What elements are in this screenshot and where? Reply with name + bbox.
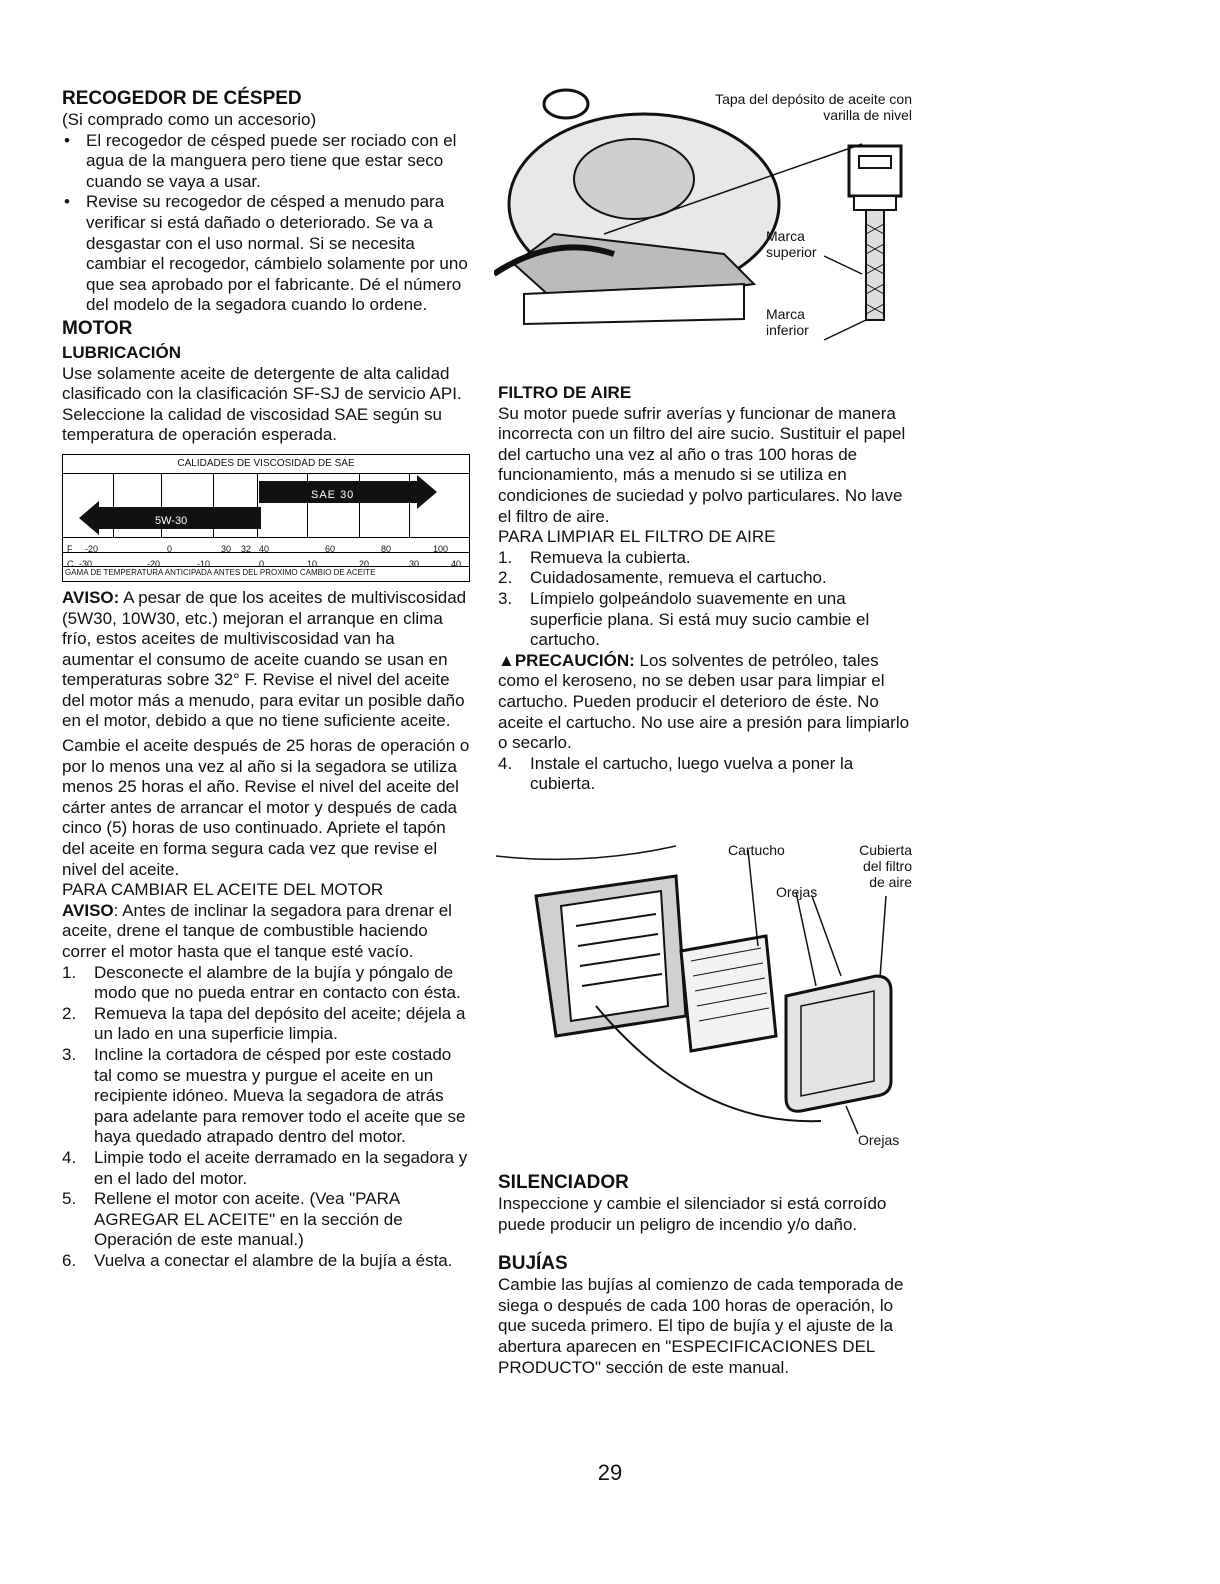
list-item: • Revise su recogedor de césped a menudo para verificar si está dañado o deteriorado. Se va a desgastar con el uso normal. Si se necesita cambiar el recogedor, cámbielo solamente por uno que sea aprobado por el fabricante. Dé el número del modelo de la segadora cuando lo ordene. xyxy=(62,192,470,316)
filtro-text: Su motor puede sufrir averías y funcionar de manera incorrecta con un filtro del aire sucio. Sustituir el papel del cartucho una vez al año o tras 100 horas de funcionamiento, más a menudo si se utiliza en condiciones de suciedad y polvo particulares. No lave el filtro de aire. xyxy=(498,403,906,526)
recogedor-bullets xyxy=(62,131,470,316)
left-column xyxy=(62,88,470,1272)
c-tick: 20 xyxy=(359,558,370,569)
c-tick: 30 xyxy=(409,558,420,569)
engine-illustration-icon xyxy=(494,84,914,350)
list-item: 3. Incline la cortadora de césped por este costado tal como se muestra y purgue el aceite en un recipiente idóneo. Mueva la segadora de atrás para adelante para remover todo el aceite que se haya quedado atrapado dentro del motor. xyxy=(62,1044,466,1147)
motor-title: MOTOR xyxy=(62,317,133,339)
bujias-text: Cambie las bujías al comienzo de cada temporada de siega o después de cada 100 horas de operación, lo que suceda primero. El tipo de bujía y el ajuste de la abertura aparecen en "ESPECIFICACIONES DEL PRODUCTO" sección de este manual. xyxy=(498,1275,904,1377)
c-tick: 40 xyxy=(451,558,462,569)
precaucion-paragraph xyxy=(498,651,910,754)
warning-triangle-icon: ▲ xyxy=(498,650,515,670)
f-tick: -20 xyxy=(85,543,99,554)
silenciador-text: Inspeccione y cambie el silenciador si está corroído puede producir un peligro de incendio y/o daño. xyxy=(498,1194,887,1234)
sae-table-footer: GAMA DE TEMPERATURA ANTICIPADA ANTES DEL PROXIMO CAMBIO DE ACEITE xyxy=(65,567,376,577)
c-tick: -10 xyxy=(197,558,211,569)
right-column-lower xyxy=(498,1172,910,1378)
fig2-label-cartucho: Cartucho xyxy=(728,842,785,858)
fig2-label-orejas-bottom: Orejas xyxy=(858,1132,900,1148)
limpiar-filtro-steps xyxy=(498,548,910,651)
f-tick: 60 xyxy=(325,543,336,554)
air-filter-figure xyxy=(496,836,916,1154)
limpiar-filtro-title: PARA LIMPIAR EL FILTRO DE AIRE xyxy=(498,527,776,547)
aviso-label: AVISO: xyxy=(62,587,120,607)
fig1-label-inferior: Marca inferior xyxy=(766,306,809,338)
lubricacion-title: LUBRICACIÓN xyxy=(62,342,181,362)
fig2-label-orejas-top: Orejas xyxy=(776,884,818,900)
list-item: 2. Cuidadosamente, remueva el cartucho. xyxy=(498,568,827,588)
list-item: 2. Remueva la tapa del depósito del aceite; déjela a un lado en una superficie limpia. xyxy=(62,1003,466,1044)
limpiar-filtro-step4 xyxy=(498,754,910,795)
c-tick: 10 xyxy=(307,558,318,569)
aviso2-label: AVISO xyxy=(62,900,114,920)
aviso2-paragraph xyxy=(62,901,470,963)
f-tick: 0 xyxy=(167,543,173,554)
page-number: 29 xyxy=(597,1460,623,1485)
sae30-arrow-icon xyxy=(417,475,437,509)
c-tick: 0 xyxy=(259,558,265,569)
c-tick: -20 xyxy=(147,558,161,569)
silenciador-title: SILENCIADOR xyxy=(498,1172,629,1193)
list-item: 5. Rellene el motor con aceite. (Vea "PARA AGREGAR EL ACEITE" en la sección de Operación de este manual.) xyxy=(62,1189,403,1250)
list-item: • El recogedor de césped puede ser rociado con el agua de la manguera pero tiene que estar seco cuando se vaya a usar. xyxy=(62,131,470,193)
f-tick: 40 xyxy=(259,543,270,554)
aviso2-text: : Antes de inclinar la segadora para drenar el aceite, drene el tanque de combustible haciendo correr el motor hasta que el tanque esté vacío. xyxy=(62,900,452,961)
5w30-label: 5W-30 xyxy=(155,514,188,527)
fig2-label-cubierta: Cubierta del filtro de aire xyxy=(859,842,912,890)
right-column xyxy=(498,383,910,795)
list-item: 1. Remueva la cubierta. xyxy=(498,547,691,567)
precaucion-text: Los solventes de petróleo, tales como el keroseno, no se deben usar para limpiar el cartucho. Pueden producir el deterioro de éste. No aceite el cartucho. No use aire a presión para limpiarlo o secarlo. xyxy=(498,650,910,753)
filtro-title: FILTRO DE AIRE xyxy=(498,383,632,402)
f-label: F xyxy=(67,543,73,554)
recogedor-title: RECOGEDOR DE CÉSPED xyxy=(62,88,302,109)
engine-dipstick-figure xyxy=(494,84,914,350)
list-item: 3. Límpielo golpeándolo suavemente en una superficie plana. Si está muy sucio cambie el cartucho. xyxy=(498,588,870,650)
sae30-label: SAE 30 xyxy=(311,488,355,501)
f-tick: 80 xyxy=(381,543,392,554)
cambiar-aceite-title: PARA CAMBIAR EL ACEITE DEL MOTOR xyxy=(62,880,384,900)
aviso-text: A pesar de que los aceites de multiviscosidad (5W30, 10W30, etc.) mejoran el arranque en clima frío, estos aceites de multiviscosidad van ha aumentar el consumo de aceite cuando se usan en temperaturas sobre 32° F. Revise el nivel del aceite del motor más a menudo, para evitar un posible daño en el motor, debido a que no tiene suficiente aceite. xyxy=(62,587,467,731)
precaucion-label: PRECAUCIÓN: xyxy=(514,650,635,670)
5w30-arrow-icon xyxy=(79,501,99,535)
list-item: 6. Vuelva a conectar el alambre de la bujía a ésta. xyxy=(62,1250,453,1270)
list-item: 4. Limpie todo el aceite derramado en la segadora y en el lado del motor. xyxy=(62,1147,468,1188)
bujias-title: BUJÍAS xyxy=(498,1253,568,1275)
cambiar-aceite-steps xyxy=(62,963,470,1272)
list-item: 4. Instale el cartucho, luego vuelva a poner la cubierta. xyxy=(498,753,854,794)
f-tick: 30 xyxy=(221,543,232,554)
f-tick: 100 xyxy=(433,543,449,554)
recogedor-subtitle: (Si comprado como un accesorio) xyxy=(62,110,317,129)
cambie-paragraph: Cambie el aceite después de 25 horas de operación o por lo menos una vez al año si la segadora se utiliza menos 25 horas el año. Revise el nivel del aceite del cárter antes de arrancar el motor y después de cada cinco (5) horas de uso continuado. Apriete el tapón del aceite en forma segura cada vez que revise el nivel del aceite. xyxy=(62,736,470,879)
fig1-label-superior: Marca superior xyxy=(766,228,817,260)
f-tick: 32 xyxy=(241,543,252,554)
sae-table-header: CALIDADES DE VISCOSIDAD DE SAE xyxy=(177,457,355,469)
c-tick: -30 xyxy=(79,558,93,569)
lubricacion-text: Use solamente aceite de detergente de alta calidad clasificado con la clasificación SF-SJ de servicio API. Seleccione la calidad de viscosidad SAE según su temperatura de operación esperada. xyxy=(62,363,462,445)
fig1-label-tapa: Tapa del depósito de aceite con varilla de nivel xyxy=(715,91,912,123)
list-item: 1. Desconecte el alambre de la bujía y póngalo de modo que no pueda entrar en contacto con ésta. xyxy=(62,962,461,1003)
sae-viscosity-table xyxy=(62,454,470,582)
c-label: C xyxy=(67,558,74,569)
aviso-paragraph xyxy=(62,588,470,732)
